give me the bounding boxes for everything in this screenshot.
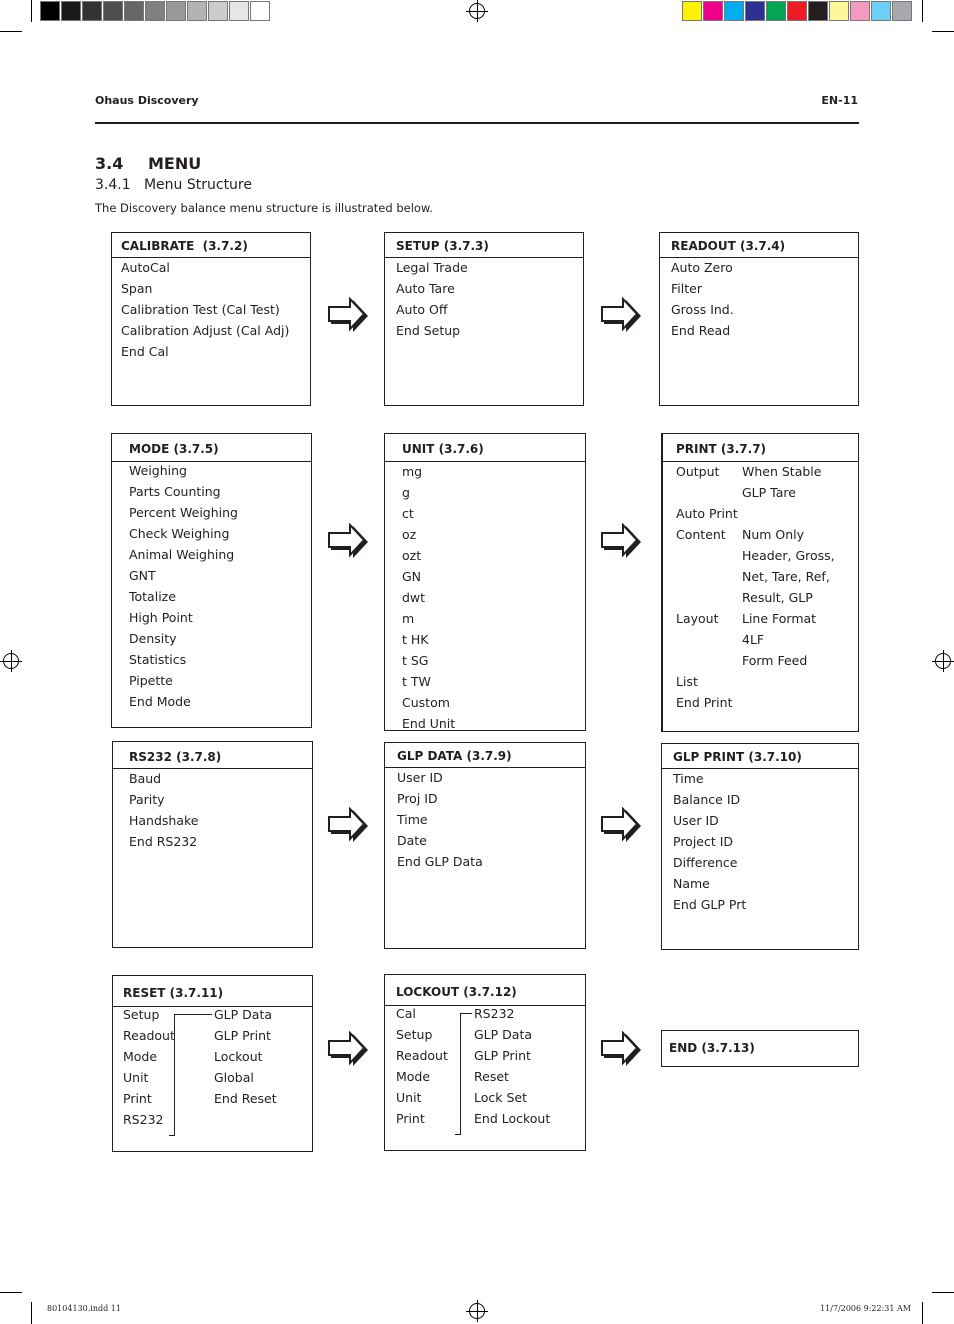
crop-mark <box>932 31 954 32</box>
menu-item: End GLP Data <box>397 854 483 869</box>
menu-item: g <box>402 485 410 500</box>
unit-menu-box <box>384 433 586 731</box>
crop-mark <box>31 0 32 22</box>
menu-item: Output <box>676 464 720 479</box>
intro-text: The Discovery balance menu structure is illustrated below. <box>95 201 433 215</box>
color-swatch <box>61 1 81 21</box>
right-arrow-icon <box>328 807 370 845</box>
menu-item: Reset <box>474 1069 509 1084</box>
menu-item: End Lockout <box>474 1111 551 1126</box>
menu-item: dwt <box>402 590 426 605</box>
menu-item: GNT <box>129 568 156 583</box>
right-arrow-icon <box>601 523 643 561</box>
menu-item: Gross Ind. <box>671 302 734 317</box>
mode-menu-box <box>111 433 312 728</box>
readout-menu-box <box>659 232 859 406</box>
menu-item: Name <box>673 876 710 891</box>
menu-item: Density <box>129 631 177 646</box>
section-title: MENU <box>148 154 202 173</box>
menu-item: Global <box>214 1070 254 1085</box>
menu-item: Proj ID <box>397 791 438 806</box>
bracket-line <box>460 1013 472 1014</box>
menu-item: t HK <box>402 632 429 647</box>
setup-menu-box <box>384 232 584 406</box>
menu-item: mg <box>402 464 423 479</box>
header-brand: Ohaus Discovery <box>95 94 199 107</box>
right-arrow-icon <box>328 297 370 335</box>
color-swatch <box>40 1 60 21</box>
box-title: PRINT (3.7.7) <box>663 434 858 462</box>
menu-item: GLP Data <box>474 1027 533 1042</box>
menu-item: Unit <box>396 1090 422 1105</box>
menu-item: Auto Tare <box>396 281 455 296</box>
crop-mark <box>0 31 22 32</box>
menu-item: Cal <box>396 1006 416 1021</box>
menu-item: Custom <box>402 695 450 710</box>
menu-item: End Setup <box>396 323 461 338</box>
menu-item: Content <box>676 527 726 542</box>
menu-item: Print <box>123 1091 152 1106</box>
right-arrow-icon <box>328 1031 370 1069</box>
right-arrow-icon <box>601 807 643 845</box>
rs232-menu-box <box>112 741 313 948</box>
menu-item: t TW <box>402 674 431 689</box>
menu-item: oz <box>402 527 417 542</box>
menu-item: RS232 <box>474 1006 515 1021</box>
menu-item: Time <box>397 812 428 827</box>
menu-item: Animal Weighing <box>129 547 235 562</box>
menu-item: End Cal <box>121 344 169 359</box>
color-swatch <box>82 1 102 21</box>
box-title: RESET (3.7.11) <box>113 976 312 1007</box>
color-swatch <box>745 1 765 21</box>
menu-item: Form Feed <box>742 653 808 668</box>
menu-item: End Read <box>671 323 731 338</box>
menu-item: ozt <box>402 548 422 563</box>
menu-item: Mode <box>396 1069 431 1084</box>
color-swatch <box>787 1 807 21</box>
color-swatch <box>124 1 144 21</box>
color-swatch <box>208 1 228 21</box>
right-arrow-icon <box>328 523 370 561</box>
menu-item: Span <box>121 281 153 296</box>
color-swatch <box>682 1 702 21</box>
menu-item: Readout <box>123 1028 175 1043</box>
menu-item: Net, Tare, Ref, <box>742 569 830 584</box>
menu-item: High Point <box>129 610 193 625</box>
menu-item: End RS232 <box>129 834 198 849</box>
menu-item: End GLP Prt <box>673 897 747 912</box>
menu-item: GN <box>402 569 422 584</box>
color-swatch <box>703 1 723 21</box>
menu-item: Legal Trade <box>396 260 468 275</box>
menu-item: GLP Tare <box>742 485 796 500</box>
registration-mark-icon <box>3 653 19 669</box>
menu-item: Date <box>397 833 427 848</box>
color-swatch <box>892 1 912 21</box>
crop-mark <box>0 1292 22 1293</box>
menu-item: Project ID <box>673 834 734 849</box>
box-title: MODE (3.7.5) <box>112 434 311 462</box>
glp-print-menu-box <box>661 743 859 950</box>
box-title: GLP PRINT (3.7.10) <box>662 744 858 769</box>
crop-mark <box>932 1292 954 1293</box>
menu-item: Calibration Adjust (Cal Adj) <box>121 323 290 338</box>
color-swatch <box>850 1 870 21</box>
menu-item: Auto Off <box>396 302 448 317</box>
box-title: END (3.7.13) <box>669 1041 755 1055</box>
menu-item: Balance ID <box>673 792 741 807</box>
color-swatch <box>187 1 207 21</box>
menu-item: RS232 <box>123 1112 164 1127</box>
bracket-line <box>174 1014 212 1015</box>
box-title: UNIT (3.7.6) <box>385 434 585 462</box>
menu-item: Line Format <box>742 611 817 626</box>
menu-item: Handshake <box>129 813 199 828</box>
menu-item: Totalize <box>129 589 176 604</box>
menu-item: t SG <box>402 653 429 668</box>
footer-file: 80104130.indd 11 <box>47 1304 121 1313</box>
glp-data-menu-box <box>384 742 586 949</box>
reset-menu-box <box>112 975 313 1152</box>
registration-mark-icon <box>469 1303 485 1319</box>
color-swatch <box>145 1 165 21</box>
menu-item: Lock Set <box>474 1090 528 1105</box>
menu-item: Time <box>673 771 704 786</box>
menu-item: Header, Gross, <box>742 548 835 563</box>
color-swatch <box>871 1 891 21</box>
menu-item: User ID <box>397 770 443 785</box>
menu-item: Filter <box>671 281 702 296</box>
box-title: LOCKOUT (3.7.12) <box>385 975 585 1006</box>
box-title: SETUP (3.7.3) <box>385 233 583 258</box>
menu-item: ct <box>402 506 414 521</box>
color-swatch <box>103 1 123 21</box>
menu-item: Statistics <box>129 652 187 667</box>
box-title: READOUT (3.7.4) <box>660 233 858 258</box>
menu-item: Setup <box>396 1027 433 1042</box>
menu-item: Mode <box>123 1049 158 1064</box>
menu-item: GLP Print <box>214 1028 271 1043</box>
menu-item: Parts Counting <box>129 484 221 499</box>
menu-item: List <box>676 674 698 689</box>
menu-item: End Mode <box>129 694 191 709</box>
menu-item: GLP Data <box>214 1007 273 1022</box>
menu-item: End Unit <box>402 716 456 731</box>
menu-item: User ID <box>673 813 719 828</box>
menu-item: m <box>402 611 415 626</box>
menu-item: Setup <box>123 1007 160 1022</box>
menu-item: End Reset <box>214 1091 277 1106</box>
color-swatch <box>808 1 828 21</box>
menu-item: Difference <box>673 855 738 870</box>
lockout-menu-box <box>384 974 586 1151</box>
color-swatch <box>229 1 249 21</box>
menu-item: Parity <box>129 792 165 807</box>
right-arrow-icon <box>601 1031 643 1069</box>
menu-item: Baud <box>129 771 162 786</box>
bracket-line <box>455 1013 461 1135</box>
menu-item: Weighing <box>129 463 187 478</box>
color-swatch <box>166 1 186 21</box>
menu-item: Lockout <box>214 1049 263 1064</box>
box-title: GLP DATA (3.7.9) <box>385 743 585 768</box>
menu-item: Readout <box>396 1048 448 1063</box>
right-arrow-icon <box>601 297 643 335</box>
menu-item: Print <box>396 1111 425 1126</box>
crop-mark <box>922 0 923 22</box>
footer-timestamp: 11/7/2006 9:22:31 AM <box>820 1304 911 1313</box>
registration-mark-icon <box>935 653 951 669</box>
menu-item: AutoCal <box>121 260 170 275</box>
print-menu-box <box>661 433 859 732</box>
menu-item: Auto Zero <box>671 260 733 275</box>
menu-item: End Print <box>676 695 733 710</box>
box-title: CALIBRATE (3.7.2) <box>112 233 310 258</box>
section-number: 3.4 <box>95 154 124 173</box>
box-title: RS232 (3.7.8) <box>113 742 312 769</box>
registration-mark-icon <box>469 3 485 19</box>
color-swatch <box>250 1 270 21</box>
menu-item: Auto Print <box>676 506 738 521</box>
header-rule <box>95 122 859 124</box>
color-swatch <box>724 1 744 21</box>
menu-item: Num Only <box>742 527 805 542</box>
menu-item: Layout <box>676 611 719 626</box>
color-swatch <box>829 1 849 21</box>
menu-item: Percent Weighing <box>129 505 238 520</box>
crop-mark <box>31 1302 32 1324</box>
menu-item: Calibration Test (Cal Test) <box>121 302 280 317</box>
menu-item: Unit <box>123 1070 149 1085</box>
menu-item: Check Weighing <box>129 526 230 541</box>
menu-item: Result, GLP <box>742 590 813 605</box>
page-number: EN-11 <box>821 94 858 107</box>
menu-item: 4LF <box>742 632 765 647</box>
crop-mark <box>922 1302 923 1324</box>
color-swatch <box>766 1 786 21</box>
menu-item: When Stable <box>742 464 822 479</box>
end-menu-box <box>661 1030 859 1067</box>
subsection-title: 3.4.1 Menu Structure <box>95 177 252 193</box>
menu-item: Pipette <box>129 673 173 688</box>
menu-item: GLP Print <box>474 1048 531 1063</box>
calibrate-menu-box <box>111 232 311 406</box>
